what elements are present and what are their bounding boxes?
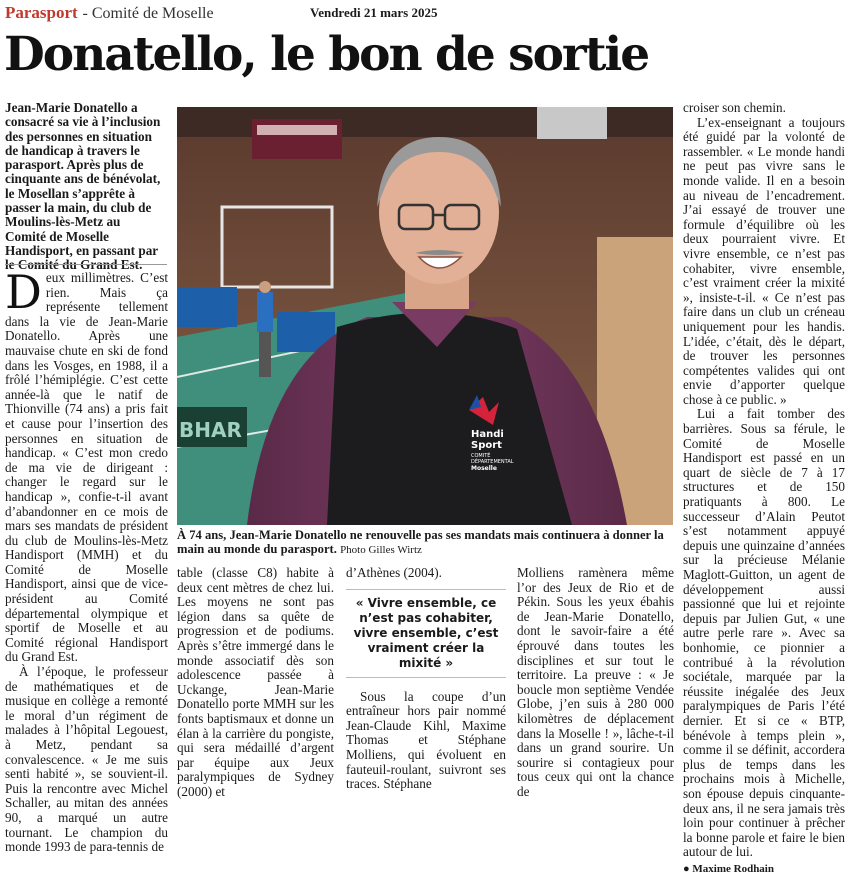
caption-text: À 74 ans, Jean-Marie Donatello ne renouvelle pas ses mandats mais continuera à donner la main au monde du parasport. — [177, 528, 664, 556]
body-column-4 — [517, 566, 674, 800]
banner-text: BHAR — [179, 418, 242, 442]
page-header — [5, 3, 845, 23]
body-paragraph: Lui a fait tomber des barrières. Sous sa férule, le Comité de Moselle Handisport est passé en un quart de siècle de 7 à 17 structures et de 150 pratiquants à 800. Le successeur d’Alain Peutot s’est notamment appuyé depuis une quinzaine d’années sur la précieuse Mélanie Maglott-Guitton, un agent de développement aussi passionné que lui et rejointe depuis par Julien Gut, « une autre perle rare ». Avec sa bonhomie, ce pionnier a contribué à la révolution sociétale, marquée par la réussite inégalée des Jeux paralympiques de Paris l’été dernier. Et si ce « BTP, bénévole à temps plein », comme il se définit, accordera plus de temps dans les prochains mois à Michelle, son épouse depuis cinquante-deux ans, il ne sera jamais très loin pour continuer à prêcher la bonne parole et faire le bien autour de lui. — [683, 406, 845, 860]
logo-text: Handi — [471, 429, 504, 440]
logo-text: DÉPARTEMENTAL — [471, 459, 514, 465]
body-paragraph: À l’époque, le professeur de mathématiques et de musique en collège a remonté le moral d’un régiment de malades à l’hôpital Legouest, à Metz, pendant sa convalescence. « Je me suis senti habité », se souvient-il. Puis la rencontre avec Michel Schaller, au mitan des années 90, a marqué un autre tournant. Le champion du monde 1993 de para-tennis de — [5, 664, 168, 855]
issue-date: Vendredi 21 mars 2025 — [310, 5, 438, 20]
logo-text: Sport — [471, 440, 502, 451]
pull-quote: « Vivre ensemble, ce n’est pas cohabiter, vivre ensemble, c’est vraiment créer la mixité » — [346, 589, 506, 678]
body-paragraph: L’ex-enseignant a toujours été guidé par la volonté de rassembler. « Le monde handi ne peut pas vivre sans le monde valide. Il en a besoin au niveau de l’encadrement. J’ai essayé de trouver une formule d’équilibre où les deux pourraient vivre. Et vivre ensemble, ce n’est pas cohabiter, vivre ensemble, c’est vraiment créer la mixité », insiste-t-il. « Ce n’est pas faire dans un club un créneau uniquement pour les handis. L’idée, c’était, dès le départ, de trouver les personnes compétentes valides qui ont envie d’apporter quelque chose à ce public. » — [683, 114, 845, 407]
section-label: Parasport — [5, 3, 78, 22]
lead-text: Jean-Marie Donatello a consacré sa vie à l’inclusion des personnes en situation de handicap à travers le parasport. Après plus de cinquante ans de bénévolat, le Mosellan s’apprête à passer la main, du club de Moulins-lès-Metz au Comité de Moselle Handisport, en passant par le Comité du Grand Est. — [5, 100, 161, 273]
body-column-5 — [683, 101, 845, 876]
body-paragraph: Molliens ramènera même l’or des Jeux de Rio et de Pékin. Sous les yeux ébahis de Jean-Marie Donatello, dont le savoir-faire a été éprouvé dans toutes les disciplines et sur tout le territoire. La preuve : « Je boucle mon septième Vendée Globe, j’en suis à 280 000 kilomètres de déplacement dans la Moselle ! », lâche-t-il dans un grand sourire. Un sourire si contagieux pour tous ceux qui ont la chance de — [517, 565, 674, 799]
photo-illustration — [177, 107, 673, 525]
body-paragraph: d’Athènes (2004). — [346, 565, 442, 580]
logo-text: Moselle — [471, 465, 497, 472]
body-column-2 — [177, 566, 334, 800]
photo-credit: Photo Gilles Wirtz — [340, 544, 422, 556]
article-photo — [177, 107, 673, 525]
logo-text: COMITÉ — [471, 453, 491, 459]
body-column-1 — [5, 265, 168, 855]
drop-cap: D — [5, 265, 42, 319]
body-paragraph: Sous la coupe d’un entraîneur hors pair nommé Jean-Claude Kihl, Maxime Thomas et Stéphane Molliens, qui évoluent en fauteuil-roulant, suivront ses traces. Stéphane — [346, 688, 506, 792]
subsection-label: - Comité de Moselle — [82, 5, 214, 22]
author-signature: ● Maxime Rodhain — [683, 862, 774, 875]
body-paragraph: croiser son chemin. — [683, 100, 786, 115]
article-lead — [5, 101, 163, 273]
article-headline: Donatello, le bon de sortie — [4, 27, 649, 82]
body-paragraph: table (classe C8) habite à deux cent mètres de chez lui. Les moyens ne sont pas légion dans sa quête de progression et de podiums. Après s’être immergé dans le monde associatif dès son adolescence passée à Uckange, Jean-Marie Donatello porte MMH sur les fonts baptismaux et donne un élan à la carrière du pongiste, qui sera médaillé d’argent par équipe aux Jeux paralympiques de Sydney (2000) et — [177, 565, 334, 799]
photo-caption — [177, 528, 673, 557]
body-paragraph — [5, 265, 168, 665]
paragraph-text: eux millimètres. C’est rien. Mais ça représente tellement dans la vie de Jean-Marie Donatello. Après une mauvaise chute en ski de fond dans les Vosges, en 1988, il a frôlé l’hémiplégie. C’est cette année-là que le natif de Thionville (74 ans) a pris fait et cause pour l’insertion des personnes en situation de handicap. « C’est mon credo de ma vie de dirigeant : changer le regard sur le handicap », confie-t-il avant d’abandonner en ce mois de mars ses mandats de président du club de Moulins-lès-Metz Handisport (MMH) et du Comité de Moselle Handisport, ainsi que de vice-président au Comité départemental olympique et sportif de Moselle et au Comité régional Handisport du Grand Est. — [5, 270, 168, 665]
